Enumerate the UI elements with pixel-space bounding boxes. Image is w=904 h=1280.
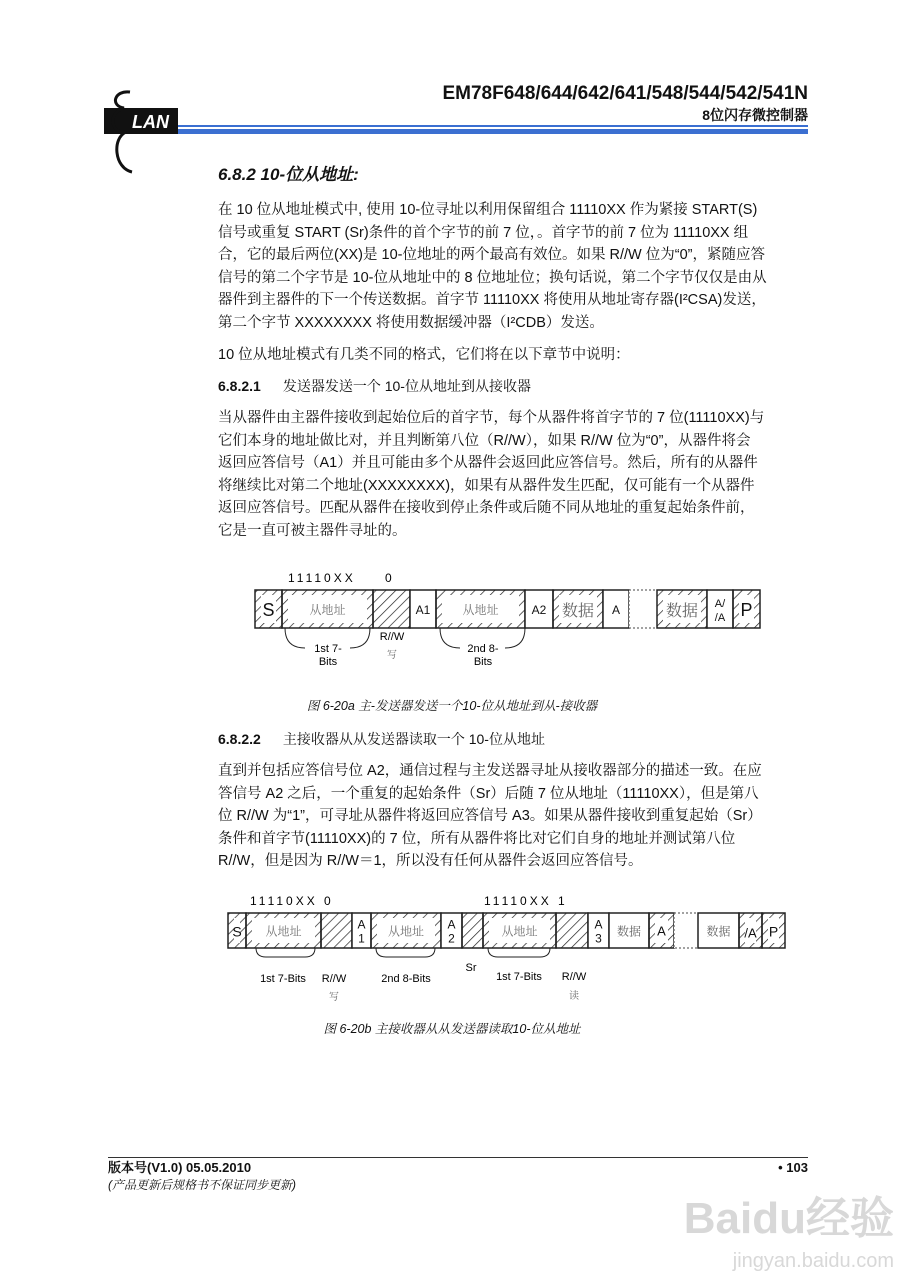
frame-field xyxy=(629,590,657,628)
text-line: 返回应答信号。匹配从器件在接收到停止条件或后随不同从地址的重复起始条件前， xyxy=(218,500,755,516)
frame-field xyxy=(410,590,436,628)
figure-caption-b: 图 6-20b 主接收器从从发送器读取10-位从地址 xyxy=(323,1022,581,1036)
footer-version: 版本号(V1.0) 05.05.2010 xyxy=(108,1160,252,1175)
field-label: 数据 xyxy=(706,924,731,939)
paragraph-2 xyxy=(218,344,798,367)
frame-field xyxy=(553,590,603,628)
field-label: A xyxy=(611,603,621,617)
text-line: 条件和首字节(11110XX)的 7 位，所有从器件将比对它们自身的地址并测试第八位 xyxy=(218,830,736,847)
brace-label: 1st 7-Bits xyxy=(260,973,306,985)
text-line: 当从器件由主器件接收到起始位后的首字节，每个从器件将首字节的 7 位(11110XX)与 xyxy=(218,410,765,426)
frame-field xyxy=(657,590,707,628)
subsection-title: 发送器发送一个 10-位从地址到从接收器 xyxy=(282,378,531,394)
frame-field xyxy=(556,913,588,948)
subsection-2-heading xyxy=(218,731,545,748)
brace-label: 2nd 8-Bits xyxy=(381,973,431,985)
field-label: 从地址 xyxy=(309,603,346,617)
frame-field xyxy=(282,590,373,628)
paragraph-1 xyxy=(218,199,798,334)
text-line: 答信号 A2 之后，一个重复的起始条件（Sr）后随 7 位从地址（11110XX），但是第八 xyxy=(218,785,759,802)
header-rule xyxy=(178,125,808,127)
text-line: 10 位从地址模式有几类不同的格式，它们将在以下章节中说明： xyxy=(218,347,630,363)
frame-field xyxy=(255,590,282,628)
field-label: A xyxy=(447,917,456,932)
field-label: /A xyxy=(744,925,757,941)
frame-field xyxy=(371,913,441,948)
text-line: 将继续比对第二个地址(XXXXXXXX)，如果有从器件发生匹配，仅可能有一个从器件 xyxy=(218,477,755,494)
figure-caption-a: 图 6-20a 主-发送器发送一个10-位从地址到从-接收器 xyxy=(306,699,598,713)
field-label: A xyxy=(657,923,666,939)
watermark-logo: Baidu经验 xyxy=(683,1194,894,1243)
frame-field xyxy=(707,590,733,628)
field-label: 3 xyxy=(595,931,602,946)
text-line: R//W，但是因为 R//W＝1，所以没有任何从器件会返回应答信号。 xyxy=(218,853,643,869)
figure-6-20b xyxy=(0,885,904,1015)
frame-field xyxy=(525,590,553,628)
figure-6-20a xyxy=(0,560,904,696)
footer-note: (产品更新后规格书不保证同步更新) xyxy=(108,1178,296,1192)
brace-label: 1st 7-Bits xyxy=(496,971,542,983)
text-line: 信号的第二个字节是 10-位从地址中的 8 位地址位；换句话说，第二个字节仅仅是由从 xyxy=(218,269,767,286)
subsection-title: 主接收器从从发送器读取一个 10-位从地址 xyxy=(282,731,545,747)
footer-rule xyxy=(108,1157,808,1158)
field-label: A xyxy=(357,917,366,932)
write-label: 写 xyxy=(329,992,339,1003)
text-line: 位 R//W 为“1”，可寻址从器件将返回应答信号 A3。如果从器件接收到重复起始（Sr） xyxy=(218,808,762,824)
bits-label: 11110XX xyxy=(288,571,356,585)
brace-label: Bits xyxy=(473,656,493,668)
text-line: 信号或重复 START (Sr)条件的首个字节的前 7 位，。首字节的前 7 位为 11110XX 组 xyxy=(218,224,749,241)
frame-field xyxy=(609,913,649,948)
frame-field xyxy=(246,913,321,948)
frame-field xyxy=(762,913,785,948)
frame-field xyxy=(739,913,762,948)
frame-field xyxy=(321,913,352,948)
frame-field xyxy=(462,913,483,948)
rw-label: R//W xyxy=(561,971,587,983)
field-label: 从地址 xyxy=(387,924,425,939)
frame-field xyxy=(674,913,698,948)
paragraph-4 xyxy=(218,760,798,873)
text-line: 它是一直可被主器件寻址的。 xyxy=(218,522,407,539)
field-label: 数据 xyxy=(616,924,642,939)
header-rule-thick xyxy=(178,129,808,134)
field-label: 从地址 xyxy=(462,603,499,617)
text-line: 器件到主器件的下一个传送数据。首字节 11110XX 将使用从地址寄存器(I²CSA)发送， xyxy=(218,292,766,308)
rw-label: R//W xyxy=(321,973,347,985)
field-label: S xyxy=(232,923,242,940)
frame-field xyxy=(483,913,556,948)
field-label: 从地址 xyxy=(265,924,302,939)
text-line: 返回应答信号（A1）并且可能由多个从器件会返回此应答信号。然后，所有的从器件 xyxy=(218,455,758,471)
bits-label: 11110XX 0 xyxy=(250,894,334,908)
text-line: 第二个字节 XXXXXXXX 将使用数据缓冲器（I²CDB）发送。 xyxy=(218,314,604,331)
text-line: 直到并包括应答信号位 A2，通信过程与主发送器寻址从接收器部分的描述一致。在应 xyxy=(218,763,762,779)
brace-label: 1st 7- xyxy=(314,643,342,655)
subsection-number: 6.8.2.1 xyxy=(218,378,261,394)
field-label: 1 xyxy=(358,931,365,946)
frame-field xyxy=(603,590,629,628)
field-label: /A xyxy=(714,612,726,624)
text-line: 它们本身的地址做比对，并且判断第八位（R//W），如果 R//W 位为“0”，从器件将会 xyxy=(218,432,751,449)
brace-label: 2nd 8- xyxy=(467,643,499,655)
sr-label: Sr xyxy=(465,962,477,974)
doc-title: EM78F648/644/642/641/548/544/542/541N xyxy=(442,83,808,104)
frame-field xyxy=(441,913,462,948)
frame-field xyxy=(698,913,739,948)
read-label: 读 xyxy=(569,991,579,1002)
write-label: 写 xyxy=(387,650,397,661)
paragraph-3 xyxy=(218,407,798,542)
rw-bit-label: 0 xyxy=(385,571,392,585)
frame-field xyxy=(352,913,371,948)
watermark-url: jingyan.baidu.com xyxy=(732,1250,894,1272)
frame-field xyxy=(649,913,674,948)
text-line: 在 10 位从地址模式中, 使用 10-位寻址以利用保留组合 11110XX 作为紧接 START(S) xyxy=(218,202,758,218)
rw-label: R//W xyxy=(379,631,405,643)
field-label: A xyxy=(594,917,603,932)
text-line: 合，它的最后两位(XX)是 10-位地址的两个最高有效位。如果 R//W 位为“0”，紧随应答 xyxy=(218,247,765,263)
frame-field xyxy=(228,913,246,948)
field-label: A1 xyxy=(415,603,431,617)
frame-field xyxy=(733,590,760,628)
section-title: 6.8.2 10-位从地址: xyxy=(218,165,359,184)
frame-field xyxy=(436,590,525,628)
elan-logo xyxy=(104,86,184,178)
page-number: • 103 xyxy=(778,1160,808,1175)
doc-subtitle: 8位闪存微控制器 xyxy=(702,107,808,123)
frame-field xyxy=(588,913,609,948)
field-label: 数据 xyxy=(561,603,595,620)
field-label: A/ xyxy=(714,598,726,610)
field-label: S xyxy=(262,600,275,620)
frame-field xyxy=(373,590,410,628)
brace-label: Bits xyxy=(318,656,338,668)
field-label: A2 xyxy=(531,603,547,617)
svg-text:LAN: LAN xyxy=(132,112,169,132)
subsection-number: 6.8.2.2 xyxy=(218,731,261,747)
field-label: 从地址 xyxy=(501,924,538,939)
bits-label: 11110XX 1 xyxy=(484,894,568,908)
subsection-1-heading xyxy=(218,378,531,395)
field-label: P xyxy=(740,600,753,620)
field-label: 数据 xyxy=(665,603,699,620)
field-label: P xyxy=(768,923,779,940)
field-label: 2 xyxy=(448,931,455,946)
